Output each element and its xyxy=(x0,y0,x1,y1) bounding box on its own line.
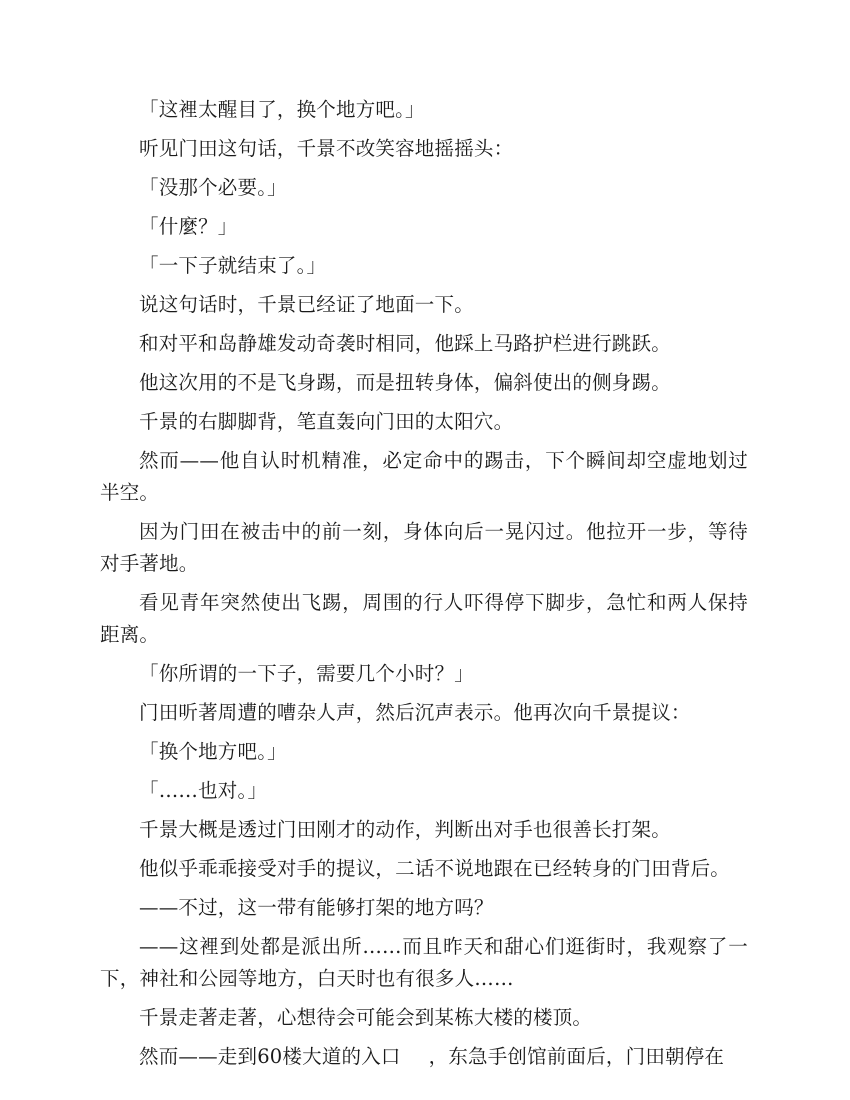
document-page xyxy=(100,94,748,1080)
paragraph-11: 因为门田在被击中的前一刻，身体向后一晃闪过。他拉开一步，等待对手著地。 xyxy=(100,520,748,575)
paragraph-10: 然而——他自认时机精准，必定命中的踢击，下个瞬间却空虚地划过半空。 xyxy=(100,449,748,504)
paragraph-17: 千景大概是透过门田刚才的动作，判断出对手也很善长打架。 xyxy=(139,818,671,841)
paragraph-19: ——不过，这一带有能够打架的地方吗？ xyxy=(139,896,494,919)
paragraph-8: 他这次用的不是飞身踢，而是扭转身体，偏斜使出的侧身踢。 xyxy=(139,371,671,394)
paragraph-20: ——这裡到处都是派出所……而且昨天和甜心们逛街时，我观察了一下，神社和公园等地方，白天时也有很多人…… xyxy=(100,935,748,990)
paragraph-7: 和对平和岛静雄发动奇袭时相同，他踩上马路护栏进行跳跃。 xyxy=(139,332,671,355)
paragraph-3: 「没那个必要。」 xyxy=(139,176,287,199)
paragraph-1: 「这裡太醒目了，换个地方吧。」 xyxy=(139,98,425,121)
paragraph-22-part-2: ，东急手创馆前面后，门田朝停在 xyxy=(428,1045,725,1068)
paragraph-16: 「……也对。」 xyxy=(139,779,268,802)
paragraph-5: 「一下子就结束了。」 xyxy=(139,254,327,277)
paragraph-15: 「换个地方吧。」 xyxy=(139,740,287,763)
paragraph-13: 「你所谓的一下子，需要几个小时？」 xyxy=(139,662,474,685)
paragraph-21: 千景走著走著，心想待会可能会到某栋大楼的楼顶。 xyxy=(139,1006,593,1029)
paragraph-2: 听见门田这句话，千景不改笑容地摇摇头： xyxy=(139,137,514,160)
paragraph-6: 说这句话时，千景已经证了地面一下。 xyxy=(139,293,474,316)
paragraph-12: 看见青年突然使出飞踢，周围的行人吓得停下脚步，急忙和两人保持距离。 xyxy=(100,591,748,646)
paragraph-18: 他似乎乖乖接受对手的提议，二话不说地跟在已经转身的门田背后。 xyxy=(139,857,731,880)
paragraph-22-part-1: 然而——走到60楼大道的入口 xyxy=(139,1045,401,1068)
paragraph-22 xyxy=(100,1041,748,1073)
paragraph-4: 「什麼？」 xyxy=(139,215,238,238)
paragraph-14: 门田听著周遭的嘈杂人声，然后沉声表示。他再次向千景提议： xyxy=(139,701,691,724)
paragraph-9: 千景的右脚脚背，笔直轰向门田的太阳穴。 xyxy=(139,410,514,433)
